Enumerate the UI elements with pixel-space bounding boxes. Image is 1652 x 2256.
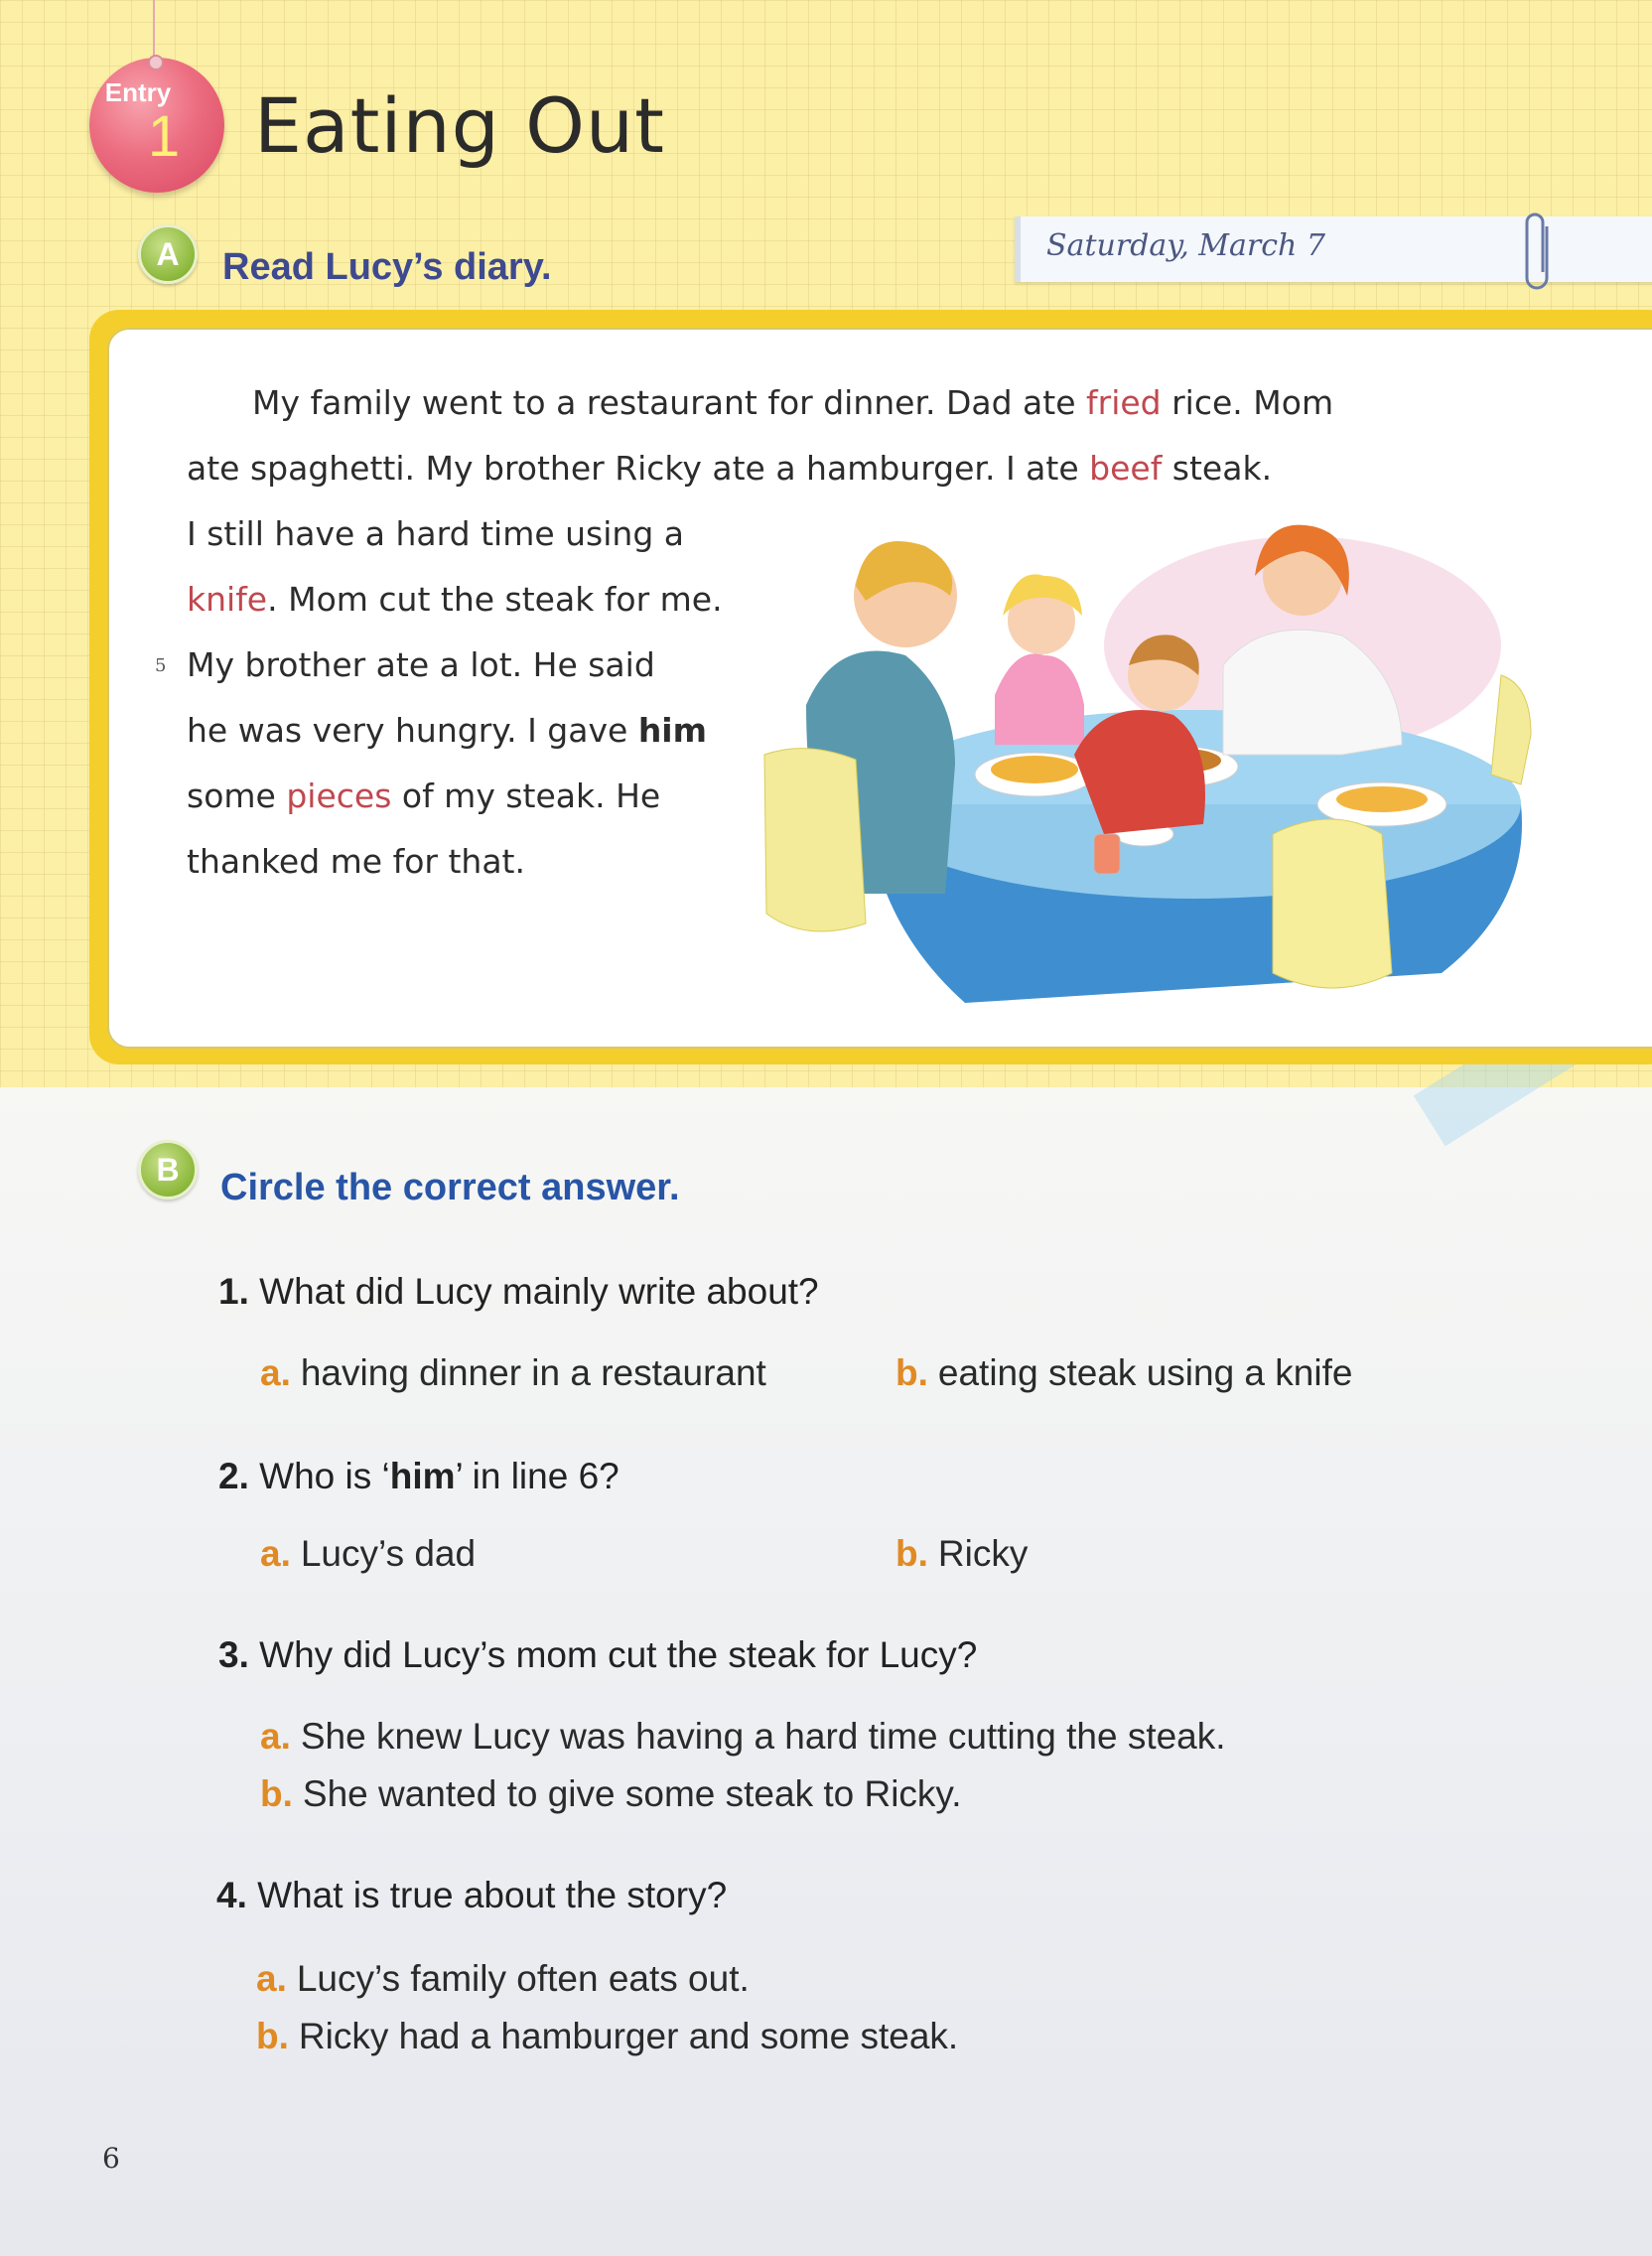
section-a-instruction: Read Lucy’s diary.	[222, 246, 552, 288]
option-3b[interactable]: b. She wanted to give some steak to Ricky.	[260, 1773, 962, 1814]
line-number-marker: 5	[155, 655, 167, 676]
question-3: 3. Why did Lucy’s mom cut the steak for Lucy?	[218, 1634, 978, 1675]
diary-line-1: My family went to a restaurant for dinner. Dad ate fried rice. Mom	[252, 383, 1334, 422]
section-a-marker: A	[138, 224, 198, 284]
diary-line-3: I still have a hard time using a	[187, 514, 684, 553]
paperclip-icon	[1519, 212, 1559, 294]
vocab-word: fried	[1086, 383, 1162, 422]
family-dinner-illustration	[747, 506, 1581, 1023]
diary-line-6: he was very hungry. I gave him	[187, 711, 708, 750]
bold-word: him	[637, 711, 708, 750]
pin-icon	[148, 55, 164, 70]
vocab-word: beef	[1089, 449, 1163, 488]
section-b-marker: B	[138, 1140, 198, 1199]
entry-label: Entry	[104, 77, 172, 107]
diary-line-8: thanked me for that.	[187, 842, 525, 881]
section-b-instruction: Circle the correct answer.	[220, 1167, 680, 1208]
question-4: 4. What is true about the story?	[216, 1875, 728, 1915]
vocab-word: pieces	[286, 776, 392, 815]
page-title: Eating Out	[254, 81, 665, 170]
diary-line-5: My brother ate a lot. He said	[187, 645, 655, 684]
vocab-word: knife	[187, 580, 268, 619]
option-3a[interactable]: a. She knew Lucy was having a hard time cutting the steak.	[260, 1716, 1226, 1757]
option-4a[interactable]: a. Lucy’s family often eats out.	[256, 1958, 750, 1999]
option-1a[interactable]: a. having dinner in a restaurant	[260, 1352, 766, 1393]
option-1b[interactable]: b. eating steak using a knife	[895, 1352, 1353, 1393]
option-2a[interactable]: a. Lucy’s dad	[260, 1533, 477, 1574]
diary-line-7: some pieces of my steak. He	[187, 776, 661, 815]
question-2: 2. Who is ‘him’ in line 6?	[218, 1456, 620, 1496]
page-number: 6	[102, 2142, 120, 2175]
diary-line-2: ate spaghetti. My brother Ricky ate a hamburger. I ate beef steak.	[187, 449, 1273, 488]
question-1: 1. What did Lucy mainly write about?	[218, 1271, 819, 1312]
diary-line-4: knife. Mom cut the steak for me.	[187, 580, 723, 619]
entry-number: 1	[147, 104, 181, 169]
option-4b[interactable]: b. Ricky had a hamburger and some steak.	[256, 2016, 959, 2056]
diary-date: Saturday, March 7	[1046, 228, 1325, 263]
option-2b[interactable]: b. Ricky	[895, 1533, 1029, 1574]
badge-string	[153, 0, 155, 58]
